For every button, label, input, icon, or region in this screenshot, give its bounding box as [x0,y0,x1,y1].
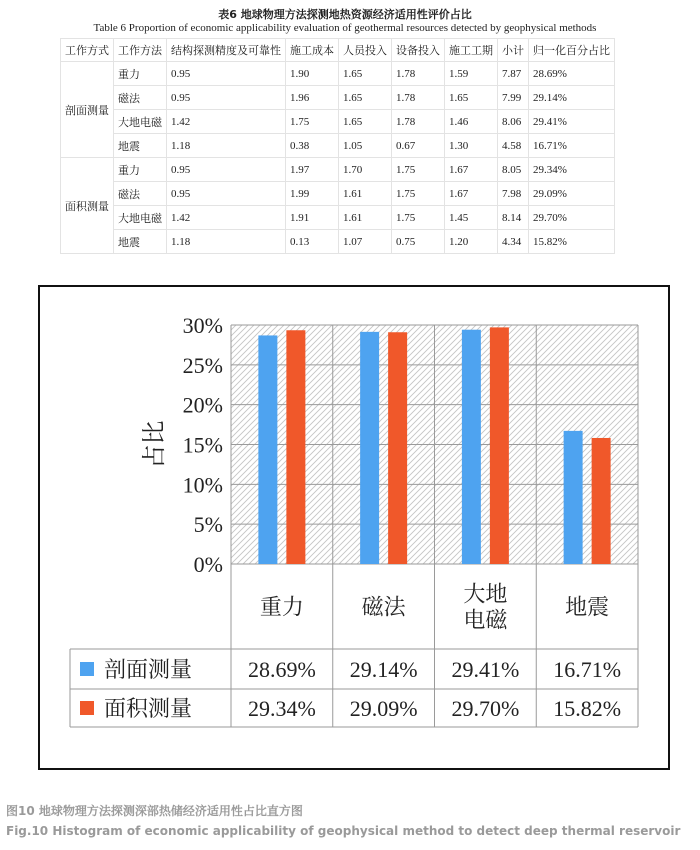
bar-profile-0 [258,335,277,564]
value-cell: 1.18 [167,134,286,158]
group-cell: 面积测量 [61,158,114,254]
value-cell: 1.30 [445,134,498,158]
value-cell: 1.45 [445,206,498,230]
value-cell: 8.05 [498,158,529,182]
value-cell: 0.13 [286,230,339,254]
method-cell: 重力 [114,62,167,86]
table-row [61,110,615,134]
y-tick-label: 20% [182,392,223,418]
value-cell: 1.42 [167,206,286,230]
bar-profile-3 [564,431,583,564]
value-cell: 29.34% [529,158,615,182]
table-row [61,134,615,158]
value-cell: 1.59 [445,62,498,86]
data-label: 29.09% [349,696,418,721]
y-tick-label: 5% [193,512,223,538]
bar-area-0 [286,330,305,564]
value-cell: 1.42 [167,110,286,134]
header-duration: 施工工期 [445,39,498,62]
value-cell: 1.65 [339,62,392,86]
group-cell: 剖面测量 [61,62,114,158]
header-work-mode: 工作方式 [61,39,114,62]
value-cell: 4.58 [498,134,529,158]
y-tick-label: 25% [182,352,223,378]
value-cell: 1.78 [392,62,445,86]
evaluation-table [60,38,615,254]
value-cell: 16.71% [529,134,615,158]
value-cell: 7.99 [498,86,529,110]
method-cell: 大地电磁 [114,110,167,134]
value-cell: 0.95 [167,158,286,182]
table-row [61,62,615,86]
value-cell: 1.78 [392,110,445,134]
bar-profile-2 [462,330,481,564]
value-cell: 0.95 [167,86,286,110]
value-cell: 1.75 [286,110,339,134]
category-label: 磁法 [361,595,406,621]
value-cell: 1.65 [339,110,392,134]
y-tick-label: 30% [182,313,223,338]
value-cell: 28.69% [529,62,615,86]
category-label: 大地电磁 [463,582,508,634]
bar-area-3 [592,438,611,564]
data-label: 15.82% [553,696,622,721]
table-row [61,158,615,182]
y-tick-label: 0% [193,552,223,577]
value-cell: 1.75 [392,182,445,206]
value-cell: 29.09% [529,182,615,206]
value-cell: 7.98 [498,182,529,206]
header-subtotal: 小计 [498,39,529,62]
table-body [61,62,615,254]
table-row [61,230,615,254]
bar-chart [40,287,668,768]
value-cell: 1.91 [286,206,339,230]
method-cell: 地震 [114,134,167,158]
y-tick-label: 15% [182,432,223,458]
method-cell: 磁法 [114,86,167,110]
value-cell: 1.67 [445,182,498,206]
value-cell: 1.61 [339,182,392,206]
value-cell: 1.96 [286,86,339,110]
data-label: 29.14% [349,657,418,682]
data-label: 29.41% [451,657,520,682]
value-cell: 1.70 [339,158,392,182]
table-row [61,182,615,206]
value-cell: 1.75 [392,158,445,182]
value-cell: 1.99 [286,182,339,206]
table-title-cn: 表6 地球物理方法探测地热资源经济适用性评价占比 [218,8,472,21]
value-cell: 1.78 [392,86,445,110]
value-cell: 0.67 [392,134,445,158]
data-label: 29.70% [451,696,520,721]
value-cell: 1.46 [445,110,498,134]
method-cell: 地震 [114,230,167,254]
y-axis-label: 占比 [140,420,168,469]
figure-caption-en: Fig.10 Histogram of economic applicability of geophysical method to detect deep thermal reservoir [6,824,681,838]
data-label: 28.69% [247,657,316,682]
value-cell: 1.65 [339,86,392,110]
value-cell: 1.18 [167,230,286,254]
value-cell: 29.14% [529,86,615,110]
header-structure-accuracy: 结构探测精度及可靠性 [167,39,286,62]
bar-area-1 [388,332,407,564]
header-normalized-percent: 归一化百分占比 [529,39,615,62]
bar-area-2 [490,327,509,564]
method-cell: 磁法 [114,182,167,206]
header-work-method: 工作方法 [114,39,167,62]
header-personnel: 人员投入 [339,39,392,62]
value-cell: 1.07 [339,230,392,254]
table-row [61,86,615,110]
value-cell: 1.90 [286,62,339,86]
chart-frame [38,285,670,770]
category-label: 地震 [565,595,610,621]
legend-swatch-1 [80,701,94,715]
legend-label-0: 剖面测量 [104,658,193,683]
value-cell: 29.70% [529,206,615,230]
value-cell: 1.05 [339,134,392,158]
value-cell: 7.87 [498,62,529,86]
method-cell: 大地电磁 [114,206,167,230]
value-cell: 8.06 [498,110,529,134]
bar-profile-1 [360,332,379,564]
value-cell: 1.75 [392,206,445,230]
value-cell: 1.65 [445,86,498,110]
value-cell: 0.38 [286,134,339,158]
value-cell: 1.20 [445,230,498,254]
figure-caption-cn: 图10 地球物理方法探测深部热储经济适用性占比直方图 [6,804,303,818]
value-cell: 4.34 [498,230,529,254]
value-cell: 0.95 [167,182,286,206]
table-header-row [61,39,615,62]
value-cell: 8.14 [498,206,529,230]
header-construction-cost: 施工成本 [286,39,339,62]
legend-swatch-0 [80,662,94,676]
table-row [61,206,615,230]
value-cell: 0.95 [167,62,286,86]
category-label: 重力 [259,595,304,621]
table-title-en: Table 6 Proportion of economic applicability evaluation of geothermal resources detected by geophysical methods [93,22,597,34]
data-label: 16.71% [553,657,622,682]
method-cell: 重力 [114,158,167,182]
legend-label-1: 面积测量 [104,697,193,722]
header-equipment: 设备投入 [392,39,445,62]
value-cell: 1.97 [286,158,339,182]
value-cell: 15.82% [529,230,615,254]
value-cell: 1.67 [445,158,498,182]
data-label: 29.34% [247,696,316,721]
value-cell: 1.61 [339,206,392,230]
value-cell: 0.75 [392,230,445,254]
y-tick-label: 10% [182,472,223,498]
value-cell: 29.41% [529,110,615,134]
